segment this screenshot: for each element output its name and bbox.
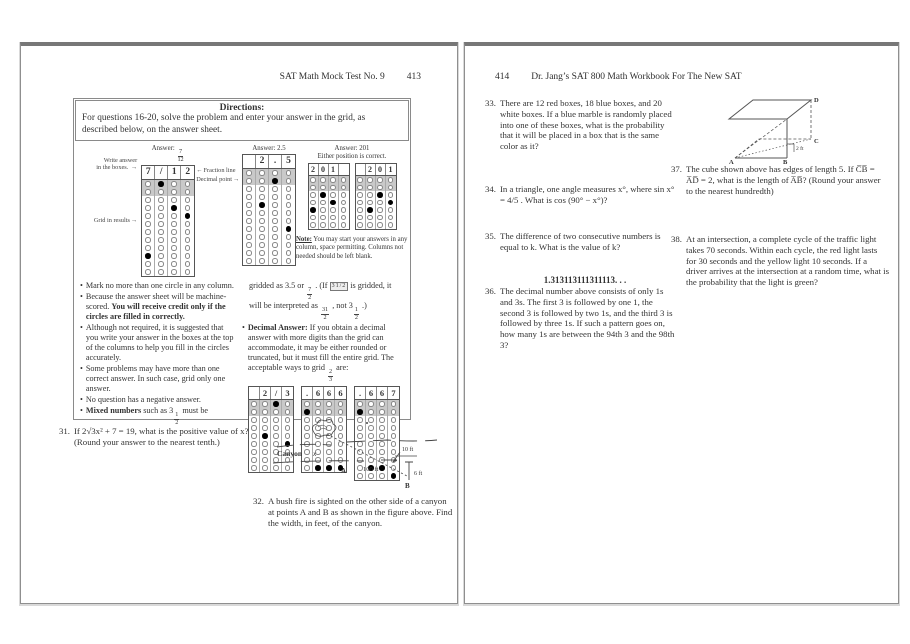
question-31: 31. If 2√3x² + 7 = 19, what is the positive value of x? (Round your answer to the nearest tenth.) — [59, 426, 249, 447]
fraction: $\frac{7}{12}$ — [177, 148, 184, 163]
point-a-label: A — [729, 159, 734, 164]
fraction: $\frac{31}{2}$ — [321, 306, 329, 321]
bullet-item: • No question has a negative answer. — [78, 395, 235, 405]
answer-grid-example-3b: 2 0 1 — [355, 163, 397, 230]
fraction: $\frac{1}{2}$ — [175, 411, 179, 426]
middle-labels — [195, 145, 242, 277]
bullet-item: • Although not required, it is suggested that you write your answer in the boxes at the top of the columns to help you fill in the circles accurately. — [78, 323, 235, 363]
decimal-point-label: Decimal point → — [196, 176, 239, 183]
dist-label: 100 ft — [363, 466, 379, 473]
right-page-number: 414 — [495, 72, 510, 82]
grid-results-label: Grid in results → — [67, 217, 137, 224]
answer-grid-example-3a: 2 0 1 — [308, 163, 350, 230]
left-header-title: SAT Math Mock Test No. 9 — [279, 72, 385, 82]
page-right — [464, 42, 899, 604]
question-36: 36. The decimal number above consists of only 1s and 3s. The first 3 is followed by one 1, the second 3 is followed by two 1s, and the third 3 is followed by three 1s. If such a pattern goes on, how many 1s are between the 94th 3 and the 98th 3? — [485, 286, 675, 350]
answer-grid-667: . 6 6 7 — [354, 386, 400, 481]
directions-box — [73, 98, 411, 426]
column-note: Note: You may start your answers in any column, space permitting. Columns not needed should be left blank. — [296, 235, 408, 260]
question-33: 33. There are 12 red boxes, 18 blue boxes, and 20 white boxes. If a blue marble is randomly placed into one of these boxes, what is the probability that it will be placed in a box that is the same color as it? — [485, 98, 672, 152]
point-c-label: C — [814, 138, 819, 145]
bullets-left-column — [78, 281, 240, 481]
example-2 — [242, 145, 296, 277]
answer-grid-example-1: 7 / 1 2 — [141, 165, 195, 277]
directions-intro: For questions 16-20, solve the problem and enter your answer in the grid, as described below, on the answer sheet. — [82, 113, 366, 135]
left-page-header — [280, 72, 421, 82]
point-d-label: D — [814, 97, 819, 104]
bullet-item: • Some problems may have more than one correct answer. In such case, grid only one answer. — [78, 364, 235, 394]
top-label: 10 ft — [402, 447, 414, 453]
point-a-label: A — [341, 467, 347, 475]
grid-examples — [74, 142, 410, 277]
example1-caption: Answer: $\frac{7}{12}$ — [151, 145, 184, 163]
example1-labels — [76, 145, 141, 277]
answer-grid-666: . 6 6 6 — [301, 386, 347, 473]
directions-title: Directions: — [219, 103, 265, 113]
bullet-item: • Mixed numbers such as 3 $\frac{1}{2}$ must be — [78, 406, 235, 426]
mini-grid-glyph: 31/2 — [331, 283, 347, 289]
example-1 — [141, 145, 195, 277]
canyon-figure — [269, 418, 449, 492]
decimal-sequence: 1.313113111311113. . . — [543, 275, 627, 285]
side-label: 6 ft — [414, 471, 423, 477]
right-header-title: Dr. Jang’s SAT 800 Math Workbook For The New SAT — [531, 72, 742, 82]
example-3 — [296, 145, 408, 277]
page-left — [20, 42, 458, 604]
example3-caption-2: Either position is correct. — [317, 153, 387, 160]
decimal-answer-bullet: • Decimal Answer: If you obtain a decimal answer with more digits than the grid can accommodate, it may be either rounded or truncated, but it must fill the entire grid. The acceptable ways to grid $\frac{2}{3}$ are: — [240, 323, 404, 383]
directions-head — [75, 100, 409, 141]
right-page-header — [495, 72, 742, 82]
question-35: 35. The difference of two consecutive numbers is equal to k. What is the value of k? — [485, 231, 661, 252]
answer-grid-two-thirds: 2 / 3 — [248, 386, 294, 473]
question-32: 32. A bush fire is sighted on the other side of a canyon at points A and B as shown in the figure above. Find the width, in feet, of the canyon. — [253, 496, 453, 528]
cube-figure — [715, 92, 840, 164]
write-answer-label: Write answer in the boxes. → — [67, 157, 137, 171]
left-page-number: 413 — [406, 72, 421, 82]
bush-icon — [312, 420, 336, 437]
point-b-label: B — [405, 482, 410, 490]
point-b-label: B — [783, 159, 788, 164]
example2-caption: Answer: 2.5 — [252, 145, 286, 152]
example3-caption-1: Answer: 201 — [334, 145, 370, 152]
question-34: 34. In a triangle, one angle measures x°, where sin x° = 4/5 . What is cos (90° − x°)? — [485, 184, 675, 205]
x-label: x — [313, 449, 317, 458]
fraction: $\frac{7}{2}$ — [308, 286, 312, 301]
fraction: $\frac{2}{3}$ — [329, 368, 333, 383]
canyon-label: Canyon — [277, 449, 303, 458]
bullet-item: • Mark no more than one circle in any column. — [78, 281, 235, 291]
fraction-line-label: ← Fraction line — [196, 167, 235, 174]
edge-label: 2 ft — [796, 146, 804, 152]
fraction: $\frac{1}{2}$ — [354, 306, 358, 321]
bullet-item: • Because the answer sheet will be machine-scored. You will receive credit only if the circles are filled in correctly. — [78, 292, 235, 322]
mixed-number-continuation: gridded as 3.5 or $\frac{7}{2}$ . (If 31/2 is gridded, it will be interpreted as $\frac{31}{2}$ , not 3 $\frac{1}{2}$ .) — [249, 281, 392, 321]
answer-grid-example-2: 2 . 5 — [242, 154, 296, 266]
question-38: 38. At an intersection, a complete cycle of the traffic light takes 70 seconds. Within each cycle, the red light lasts for 30 seconds and the yellow light 10 seconds. If a driver arrives at the intersection at a random time, what is the probability that the light is green? — [671, 234, 889, 288]
question-37: 37. The cube shown above has edges of length 5. If C̅B̅ = A̅D̅ = 2, what is the length of A̅B̅? (Round your answer to the nearest hundredth) — [671, 164, 881, 196]
